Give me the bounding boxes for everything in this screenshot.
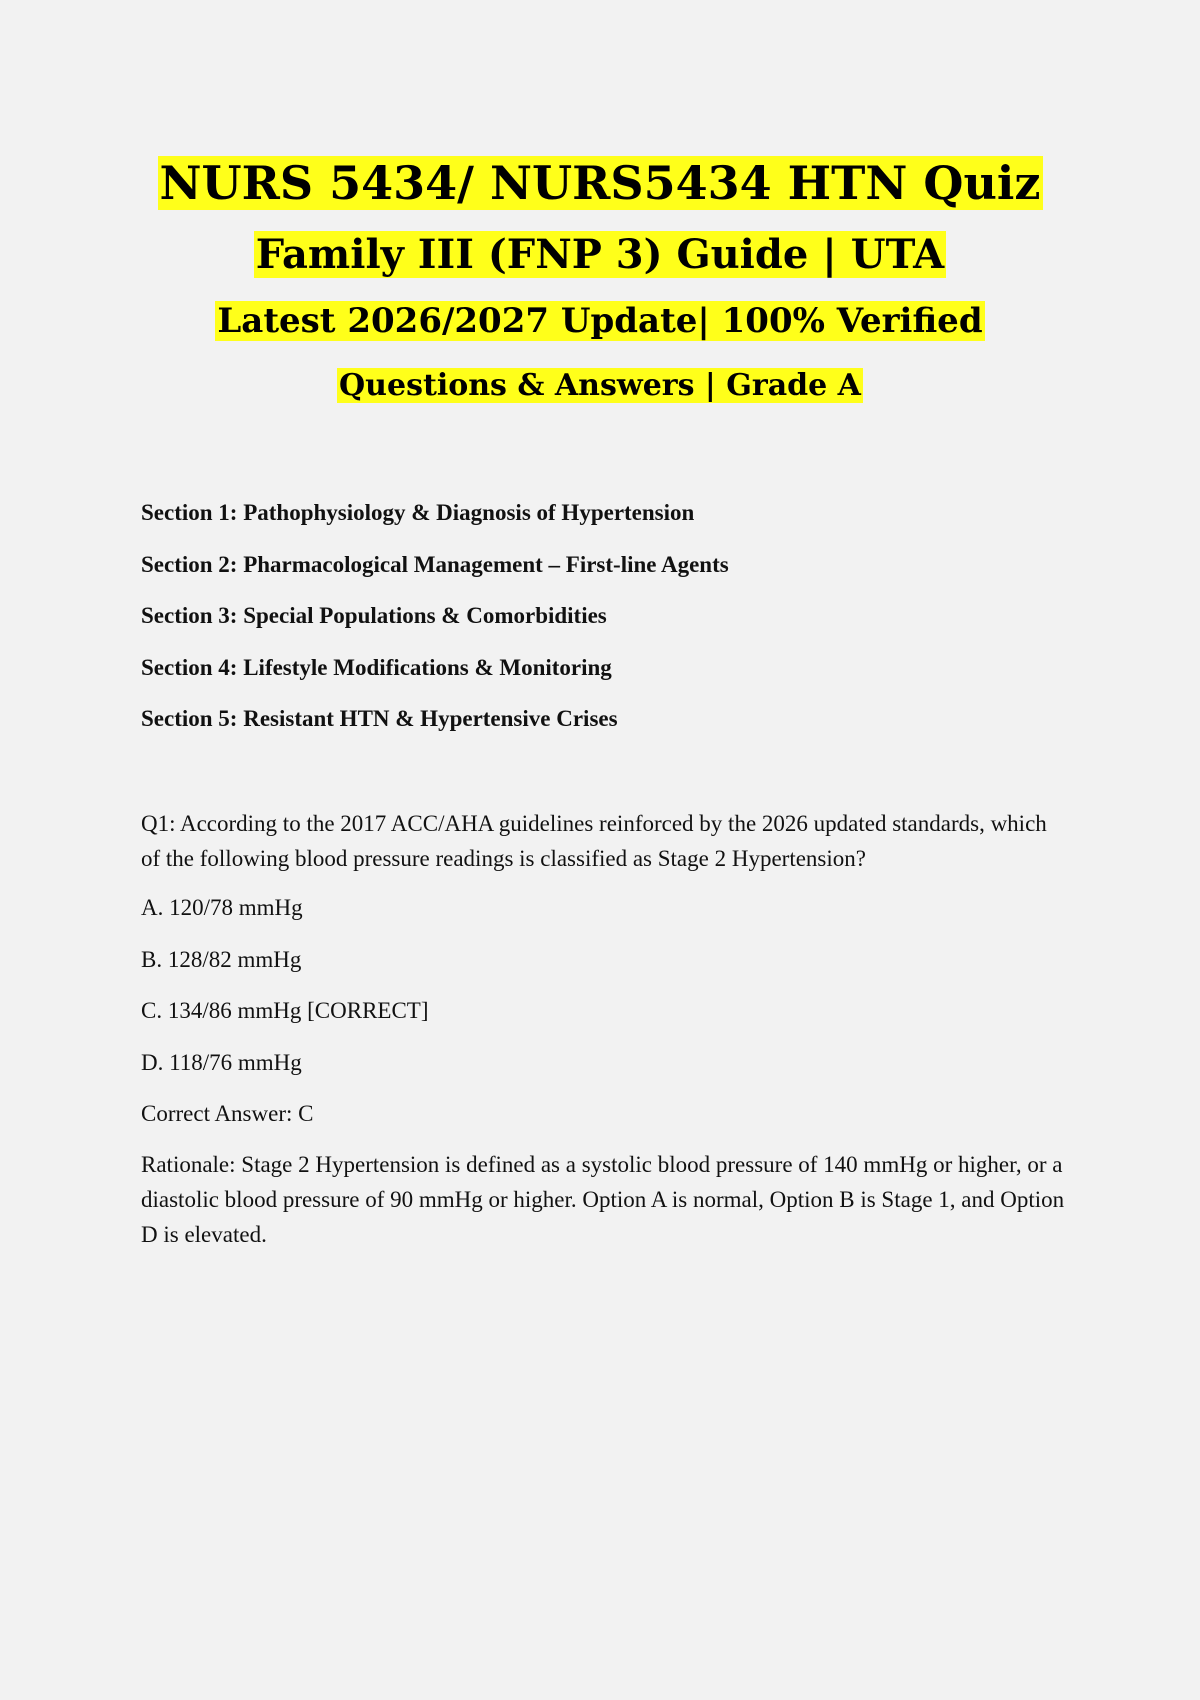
title-line-2-text: Family III (FNP 3) Guide | UTA xyxy=(255,231,945,278)
title-line-2 xyxy=(0,225,1200,295)
section-item-4: Section 4: Lifestyle Modifications & Monitoring xyxy=(141,654,612,680)
section-item-1: Section 1: Pathophysiology & Diagnosis of Hypertension xyxy=(141,500,695,525)
title-line-3-text: Latest 2026/2027 Update| 100% Verified xyxy=(217,301,983,341)
section-item-3: Section 3: Special Populations & Comorbidities xyxy=(141,603,607,628)
section-list xyxy=(141,497,1101,755)
option-b: B. 128/82 mmHg xyxy=(141,946,302,972)
option-d: D. 118/76 mmHg xyxy=(141,1049,302,1075)
option-c: C. 134/86 mmHg [CORRECT] xyxy=(141,998,429,1023)
title-line-1 xyxy=(0,150,1200,225)
title-line-4-text: Questions & Answers | Grade A xyxy=(339,368,861,403)
correct-answer: Correct Answer: C xyxy=(141,1101,314,1126)
question-block xyxy=(141,806,1071,1252)
option-a: A. 120/78 mmHg xyxy=(141,895,303,920)
document-title xyxy=(0,150,1200,409)
section-item-5: Section 5: Resistant HTN & Hypertensive Crises xyxy=(141,706,618,731)
question-text: Q1: According to the 2017 ACC/AHA guidelines reinforced by the 2026 updated standards, which of the following blood pressure readings is classified as Stage 2 Hypertension? xyxy=(141,811,1047,871)
title-line-1-text: NURS 5434/ NURS5434 HTN Quiz xyxy=(159,156,1041,210)
title-line-4 xyxy=(0,363,1200,409)
title-line-3 xyxy=(0,295,1200,363)
rationale-text: Rationale: Stage 2 Hypertension is defined as a systolic blood pressure of 140 mmHg or higher, or a diastolic blood pressure of 90 mmHg or higher. Option A is normal, Option B is Stage 1, and Option D is elevated. xyxy=(141,1152,1065,1247)
section-item-2: Section 2: Pharmacological Management – First-line Agents xyxy=(141,551,729,577)
